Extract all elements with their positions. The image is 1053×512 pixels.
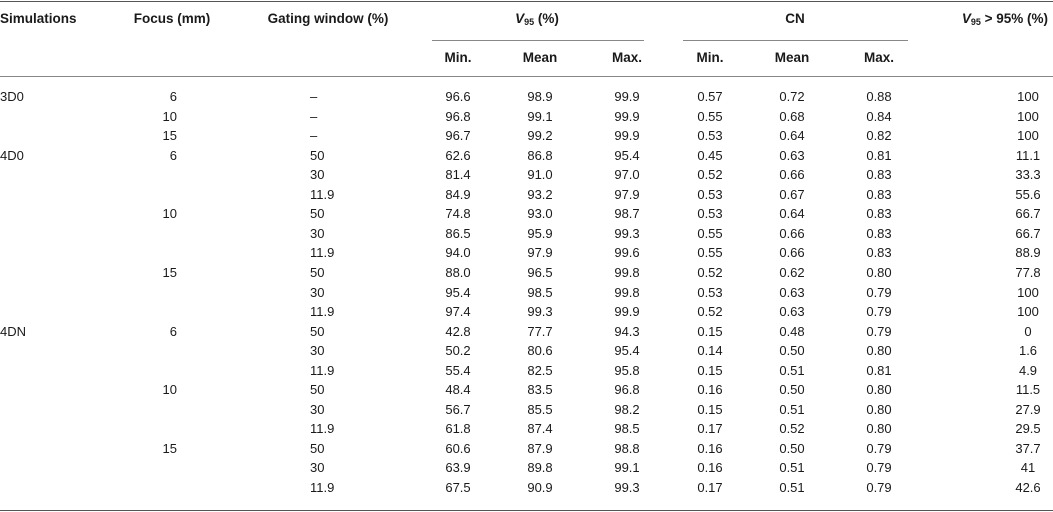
cell-cn-mean: 0.66 <box>779 245 805 261</box>
cell-cn-max: 0.80 <box>866 264 892 280</box>
cell-v95-mean: 93.2 <box>527 186 553 202</box>
cell-v95-mean: 77.7 <box>527 323 553 339</box>
cell-v95-gt-95: 66.7 <box>1015 206 1041 222</box>
cell-v95-min: 60.6 <box>445 440 471 456</box>
cell-cn-min: 0.55 <box>697 108 723 124</box>
cell-gating-window: 11.9 <box>310 421 335 437</box>
cell-v95-max: 99.6 <box>614 245 640 261</box>
cell-cn-max: 0.79 <box>866 460 892 476</box>
cell-v95-max: 98.8 <box>614 440 640 456</box>
cell-v95-min: 61.8 <box>445 421 471 437</box>
cell-cn-max: 0.83 <box>866 245 892 261</box>
cell-v95-min: 94.0 <box>445 245 471 261</box>
cell-v95-max: 99.9 <box>614 304 640 320</box>
cell-cn-mean: 0.63 <box>779 304 805 320</box>
cell-v95-mean: 80.6 <box>527 343 553 359</box>
cell-v95-mean: 85.5 <box>527 401 553 417</box>
cell-v95-min: 81.4 <box>445 167 471 183</box>
cell-cn-max: 0.80 <box>866 343 892 359</box>
cell-gating-window: 30 <box>310 343 325 359</box>
cell-v95-max: 99.9 <box>614 128 640 144</box>
cell-cn-max: 0.80 <box>866 401 892 417</box>
cell-cn-min: 0.15 <box>697 323 723 339</box>
cell-focus: 10 <box>162 382 177 398</box>
cell-v95-mean: 98.9 <box>527 89 553 104</box>
cell-v95-mean: 95.9 <box>527 225 553 241</box>
cell-v95-gt-95: 27.9 <box>1015 401 1041 417</box>
cell-cn-mean: 0.50 <box>779 382 805 398</box>
cell-v95-min: 42.8 <box>445 323 471 339</box>
header-v95-max: Max. <box>611 50 643 65</box>
cell-v95-mean: 93.0 <box>527 206 553 222</box>
cell-cn-min: 0.52 <box>697 304 723 320</box>
header-v95-mean: Mean <box>522 50 558 65</box>
cell-v95-min: 50.2 <box>445 343 471 359</box>
cell-cn-mean: 0.64 <box>779 128 805 144</box>
cell-cn-mean: 0.51 <box>779 480 805 495</box>
cell-v95-mean: 91.0 <box>527 167 553 183</box>
header-cn-min: Min. <box>696 50 724 65</box>
cell-cn-min: 0.45 <box>697 147 723 163</box>
cell-v95-max: 98.7 <box>614 206 640 222</box>
cell-cn-mean: 0.63 <box>779 284 805 300</box>
cell-v95-min: 62.6 <box>445 147 471 163</box>
cell-v95-gt-95: 88.9 <box>1015 245 1041 261</box>
cell-cn-max: 0.83 <box>866 206 892 222</box>
cell-cn-max: 0.80 <box>866 382 892 398</box>
cell-v95-gt-95: 33.3 <box>1015 167 1041 183</box>
cell-v95-max: 95.4 <box>614 343 640 359</box>
cell-focus: 15 <box>162 128 177 144</box>
cell-v95-max: 98.2 <box>614 401 640 417</box>
cell-gating-window: 30 <box>310 401 325 417</box>
cell-gating-window: 11.9 <box>310 186 335 202</box>
cell-v95-max: 99.9 <box>614 108 640 124</box>
cell-v95-min: 74.8 <box>445 206 471 222</box>
cell-cn-max: 0.81 <box>866 147 892 163</box>
cell-gating-window: – <box>310 128 318 144</box>
cell-cn-min: 0.17 <box>697 421 723 437</box>
header-cn-max: Max. <box>863 50 895 65</box>
bottom-rule <box>0 510 1053 511</box>
header-v95-gt-95: $V_{95} > 95\%$ (%) <box>961 11 1048 27</box>
cell-v95-max: 97.9 <box>614 186 640 202</box>
cell-cn-max: 0.83 <box>866 186 892 202</box>
cell-cn-mean: 0.66 <box>779 225 805 241</box>
cell-v95-min: 96.7 <box>445 128 471 144</box>
cell-cn-min: 0.55 <box>697 225 723 241</box>
cell-cn-max: 0.79 <box>866 440 892 456</box>
cell-gating-window: 50 <box>310 264 325 280</box>
cell-v95-gt-95: 100 <box>1017 108 1039 124</box>
cell-v95-mean: 82.5 <box>527 362 553 378</box>
cell-v95-gt-95: 4.9 <box>1018 362 1038 378</box>
cell-focus: 15 <box>162 440 177 456</box>
cell-v95-mean: 89.8 <box>527 460 553 476</box>
cell-cn-mean: 0.51 <box>779 401 805 417</box>
cell-cn-mean: 0.50 <box>779 440 805 456</box>
cell-v95-gt-95: 11.1 <box>1015 147 1041 163</box>
cell-v95-min: 84.9 <box>445 186 471 202</box>
cell-v95-max: 97.0 <box>614 167 640 183</box>
cell-cn-min: 0.17 <box>697 480 723 495</box>
cell-v95-mean: 87.9 <box>527 440 553 456</box>
cell-cn-min: 0.55 <box>697 245 723 261</box>
cell-simulation: 3D0 <box>0 89 24 104</box>
cell-cn-min: 0.53 <box>697 186 723 202</box>
cell-v95-min: 56.7 <box>445 401 471 417</box>
cell-v95-max: 94.3 <box>614 323 640 339</box>
cell-v95-min: 96.6 <box>445 89 471 104</box>
cell-v95-gt-95: 100 <box>1017 284 1039 300</box>
cell-v95-mean: 96.5 <box>527 264 553 280</box>
cell-v95-max: 99.1 <box>614 460 640 476</box>
cell-v95-max: 99.8 <box>614 264 640 280</box>
cell-v95-max: 96.8 <box>614 382 640 398</box>
cell-v95-gt-95: 0 <box>1024 323 1032 339</box>
cell-cn-min: 0.52 <box>697 264 723 280</box>
header-focus: Focus (mm) <box>133 11 211 26</box>
cell-v95-min: 95.4 <box>445 284 471 300</box>
cell-v95-gt-95: 100 <box>1017 89 1039 104</box>
cell-cn-max: 0.84 <box>866 108 892 124</box>
cell-v95-gt-95: 55.6 <box>1015 186 1041 202</box>
header-v95: $V_{95}$ (%) <box>515 11 559 27</box>
cell-cn-max: 0.79 <box>866 284 892 300</box>
cell-cn-min: 0.53 <box>697 284 723 300</box>
cell-v95-mean: 99.1 <box>527 108 553 124</box>
cell-cn-mean: 0.64 <box>779 206 805 222</box>
cell-cn-min: 0.53 <box>697 128 723 144</box>
cell-cn-mean: 0.63 <box>779 147 805 163</box>
cell-gating-window: 11.9 <box>310 304 335 320</box>
cell-cn-max: 0.88 <box>866 89 892 104</box>
cell-gating-window: 50 <box>310 147 325 163</box>
cell-v95-gt-95: 100 <box>1017 128 1039 144</box>
header-gating-window: Gating window (%) <box>267 11 389 26</box>
cell-cn-min: 0.16 <box>697 440 723 456</box>
cell-cn-max: 0.79 <box>866 480 892 495</box>
cell-v95-min: 67.5 <box>445 480 471 495</box>
cell-v95-max: 95.4 <box>614 147 640 163</box>
cell-v95-gt-95: 37.7 <box>1015 440 1041 456</box>
cell-cn-mean: 0.52 <box>779 421 805 437</box>
cell-gating-window: 30 <box>310 167 325 183</box>
cell-v95-min: 48.4 <box>445 382 471 398</box>
cell-gating-window: 11.9 <box>310 362 335 378</box>
cell-gating-window: – <box>310 108 318 124</box>
cell-cn-mean: 0.67 <box>779 186 805 202</box>
cell-gating-window: 50 <box>310 206 325 222</box>
cell-v95-max: 95.8 <box>614 362 640 378</box>
cell-focus: 6 <box>169 323 177 339</box>
v95-group-rule <box>432 40 644 41</box>
cell-v95-gt-95: 11.5 <box>1015 382 1041 398</box>
cell-v95-max: 99.3 <box>614 480 640 495</box>
cell-v95-min: 86.5 <box>445 225 471 241</box>
cell-v95-gt-95: 100 <box>1017 304 1039 320</box>
cell-v95-mean: 90.9 <box>527 480 553 495</box>
cell-v95-gt-95: 29.5 <box>1015 421 1041 437</box>
cell-v95-mean: 99.2 <box>527 128 553 144</box>
cell-simulation: 4DN <box>0 323 27 339</box>
cell-cn-mean: 0.50 <box>779 343 805 359</box>
cell-cn-mean: 0.72 <box>779 89 805 104</box>
cell-cn-min: 0.52 <box>697 167 723 183</box>
cell-focus: 15 <box>162 264 177 280</box>
cell-v95-mean: 87.4 <box>527 421 553 437</box>
cell-v95-mean: 86.8 <box>527 147 553 163</box>
cell-cn-min: 0.57 <box>697 89 723 104</box>
cell-cn-min: 0.16 <box>697 382 723 398</box>
cell-gating-window: 30 <box>310 225 325 241</box>
cell-cn-max: 0.83 <box>866 225 892 241</box>
header-v95-min: Min. <box>444 50 472 65</box>
cell-cn-max: 0.82 <box>866 128 892 144</box>
cell-focus: 10 <box>162 108 177 124</box>
cell-cn-max: 0.81 <box>866 362 892 378</box>
cell-v95-max: 99.9 <box>614 89 640 104</box>
cell-v95-mean: 98.5 <box>527 284 553 300</box>
cell-cn-max: 0.79 <box>866 323 892 339</box>
cell-gating-window: 50 <box>310 323 325 339</box>
cell-cn-max: 0.79 <box>866 304 892 320</box>
cell-simulation: 4D0 <box>0 147 24 163</box>
cell-v95-gt-95: 1.6 <box>1018 343 1038 359</box>
cell-gating-window: 11.9 <box>310 245 335 261</box>
cell-v95-min: 96.8 <box>445 108 471 124</box>
cell-cn-mean: 0.48 <box>779 323 805 339</box>
cell-v95-gt-95: 42.6 <box>1015 480 1041 495</box>
cell-v95-max: 99.3 <box>614 225 640 241</box>
cell-cn-max: 0.83 <box>866 167 892 183</box>
cell-focus: 6 <box>169 89 177 104</box>
cell-gating-window: – <box>310 89 318 104</box>
header-simulations: Simulations <box>0 11 77 26</box>
cell-cn-mean: 0.66 <box>779 167 805 183</box>
cell-cn-mean: 0.68 <box>779 108 805 124</box>
header-rule <box>0 76 1053 77</box>
header-cn: CN <box>785 11 805 26</box>
cell-gating-window: 50 <box>310 440 325 456</box>
cell-focus: 10 <box>162 206 177 222</box>
cell-v95-min: 63.9 <box>445 460 471 476</box>
cell-cn-max: 0.80 <box>866 421 892 437</box>
cell-focus: 6 <box>169 147 177 163</box>
cell-gating-window: 50 <box>310 382 325 398</box>
cell-cn-min: 0.53 <box>697 206 723 222</box>
cell-v95-gt-95: 66.7 <box>1015 225 1041 241</box>
cell-v95-max: 98.5 <box>614 421 640 437</box>
cell-gating-window: 11.9 <box>310 480 335 495</box>
cell-v95-max: 99.8 <box>614 284 640 300</box>
cn-group-rule <box>683 40 908 41</box>
cell-v95-min: 55.4 <box>445 362 471 378</box>
top-rule <box>0 1 1053 2</box>
cell-v95-gt-95: 77.8 <box>1015 264 1041 280</box>
cell-cn-min: 0.15 <box>697 401 723 417</box>
cell-cn-min: 0.16 <box>697 460 723 476</box>
cell-v95-gt-95: 41 <box>1020 460 1036 476</box>
cell-cn-min: 0.15 <box>697 362 723 378</box>
cell-v95-mean: 99.3 <box>527 304 553 320</box>
cell-cn-min: 0.14 <box>697 343 723 359</box>
header-cn-mean: Mean <box>774 50 810 65</box>
cell-v95-min: 97.4 <box>445 304 471 320</box>
cell-v95-mean: 83.5 <box>527 382 553 398</box>
cell-gating-window: 30 <box>310 284 325 300</box>
cell-v95-mean: 97.9 <box>527 245 553 261</box>
cell-cn-mean: 0.51 <box>779 460 805 476</box>
cell-cn-mean: 0.62 <box>779 264 805 280</box>
cell-cn-mean: 0.51 <box>779 362 805 378</box>
cell-gating-window: 30 <box>310 460 325 476</box>
cell-v95-min: 88.0 <box>445 264 471 280</box>
